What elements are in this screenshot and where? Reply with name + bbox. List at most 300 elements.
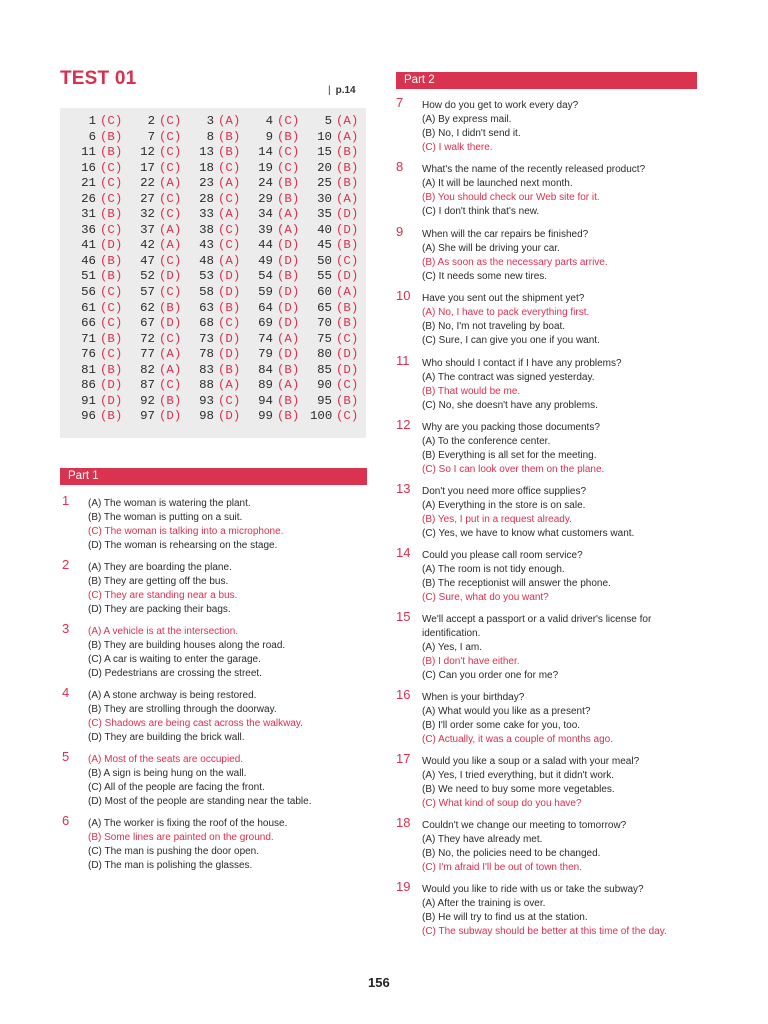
answer-key-answer: (B) (159, 300, 182, 315)
question-number: 10 (396, 288, 411, 303)
answer-key-row (74, 363, 369, 379)
answer-key-number: 51 (81, 269, 96, 284)
answer-key-row (74, 238, 369, 254)
answer-key-number: 52 (140, 269, 155, 284)
answer-key-answer: (C) (159, 253, 182, 268)
answer-key-item (192, 347, 251, 363)
answer-key-number: 75 (317, 331, 332, 346)
answer-key-answer: (B) (277, 269, 300, 284)
question-line: Have you sent out the shipment yet? (422, 293, 585, 304)
answer-key-answer: (B) (100, 409, 123, 424)
question-text (422, 421, 604, 477)
answer-key-item (192, 145, 251, 161)
answer-key-number: 18 (199, 160, 214, 175)
part2-title: Part 2 (404, 74, 435, 86)
answer-key-number: 31 (81, 207, 96, 222)
page-ref-label: p.14 (335, 85, 356, 96)
answer-key-number: 23 (199, 176, 214, 191)
answer-key-answer: (C) (100, 316, 123, 331)
answer-key-number: 73 (199, 331, 214, 346)
question-line: (A) They have already met. (422, 834, 543, 845)
question-line: (A) She will be driving your car. (422, 243, 560, 254)
answer-key-item (310, 285, 369, 301)
answer-key-item (251, 223, 310, 239)
answer-key-item (133, 114, 192, 130)
answer-key-row (74, 145, 369, 161)
question-text (88, 753, 311, 809)
answer-key-answer: (D) (218, 409, 241, 424)
answer-key-answer: (B) (218, 300, 241, 315)
answer-key-number: 40 (317, 222, 332, 237)
answer-key-number: 20 (317, 160, 332, 175)
answer-key-number: 42 (140, 238, 155, 253)
answer-key-number: 62 (140, 300, 155, 315)
answer-key-row (74, 301, 369, 317)
answer-key-answer: (A) (218, 378, 241, 393)
answer-key-item (133, 145, 192, 161)
answer-key-item (133, 176, 192, 192)
answer-key-number: 86 (81, 378, 96, 393)
answer-key-answer: (C) (159, 378, 182, 393)
answer-key-number: 94 (258, 393, 273, 408)
question-number: 17 (396, 751, 411, 766)
question-line: When is your birthday? (422, 692, 525, 703)
correct-answer: (B) Yes, I put in a request already. (422, 514, 572, 525)
answer-key-number: 17 (140, 160, 155, 175)
answer-key-answer: (D) (277, 316, 300, 331)
answer-key-answer: (B) (277, 409, 300, 424)
answer-key-item (133, 394, 192, 410)
answer-key-answer: (C) (159, 191, 182, 206)
answer-key-answer: (A) (218, 207, 241, 222)
answer-key-item (192, 285, 251, 301)
answer-key-item (310, 192, 369, 208)
question-line: (A) The contract was signed yesterday. (422, 372, 595, 383)
correct-answer: (A) Most of the seats are occupied. (88, 754, 244, 765)
question-line: (B) They are strolling through the doorway. (88, 704, 277, 715)
answer-key-row (74, 254, 369, 270)
answer-key-row (74, 223, 369, 239)
answer-key-row (74, 285, 369, 301)
answer-key-answer: (D) (336, 222, 359, 237)
answer-key-number: 6 (88, 129, 96, 144)
answer-key-item (133, 332, 192, 348)
answer-key-number: 91 (81, 393, 96, 408)
correct-answer: (B) As soon as the necessary parts arrive. (422, 257, 608, 268)
question-number: 13 (396, 481, 411, 496)
question-text (422, 485, 634, 541)
answer-key-answer: (B) (277, 191, 300, 206)
question-line: Could you please call room service? (422, 550, 583, 561)
answer-key-row (74, 207, 369, 223)
answer-key-item (74, 223, 133, 239)
answer-key-number: 39 (258, 222, 273, 237)
question-line: (B) He will try to find us at the station. (422, 912, 588, 923)
question-line: We'll accept a passport or a valid driver's license for (422, 614, 652, 625)
answer-key-number: 1 (88, 114, 96, 128)
answer-key-answer: (C) (218, 393, 241, 408)
answer-key-item (251, 207, 310, 223)
question-line: (A) They are boarding the plane. (88, 562, 232, 573)
question-number: 1 (62, 493, 70, 508)
answer-key-number: 15 (317, 145, 332, 160)
question-line: (D) They are packing their bags. (88, 604, 231, 615)
answer-key-row (74, 114, 369, 130)
question-text (88, 497, 283, 553)
answer-key-answer: (A) (277, 222, 300, 237)
answer-key-item (74, 363, 133, 379)
answer-key-number: 80 (317, 347, 332, 362)
answer-key-number: 81 (81, 362, 96, 377)
answer-key-item (133, 130, 192, 146)
answer-key-number: 3 (206, 114, 214, 128)
answer-key-answer: (C) (218, 222, 241, 237)
question-number: 7 (396, 95, 404, 110)
answer-key-answer: (B) (336, 393, 359, 408)
question-line: Would you like a soup or a salad with your meal? (422, 756, 640, 767)
answer-key-number: 11 (81, 145, 96, 160)
answer-key-number: 72 (140, 331, 155, 346)
answer-key-item (251, 254, 310, 270)
answer-key-answer: (B) (159, 393, 182, 408)
answer-key-item (310, 301, 369, 317)
answer-key-answer: (B) (277, 362, 300, 377)
answer-key-item (74, 378, 133, 394)
answer-key-number: 64 (258, 300, 273, 315)
question-line: identification. (422, 628, 481, 639)
question-line: (B) A sign is being hung on the wall. (88, 768, 247, 779)
question-line: (B) We need to buy some more vegetables. (422, 784, 615, 795)
question-line: (D) They are building the brick wall. (88, 732, 245, 743)
answer-key-item (192, 192, 251, 208)
answer-key-number: 96 (81, 409, 96, 424)
answer-key-item (74, 332, 133, 348)
answer-key-answer: (D) (336, 362, 359, 377)
answer-key-answer: (D) (218, 347, 241, 362)
question-text (88, 561, 237, 617)
answer-key-answer: (A) (336, 285, 359, 300)
question-text (422, 99, 578, 155)
answer-key-item (74, 238, 133, 254)
answer-key-answer: (C) (159, 285, 182, 300)
answer-key-item (192, 269, 251, 285)
question-line: (B) They are getting off the bus. (88, 576, 229, 587)
answer-key-answer: (C) (277, 145, 300, 160)
answer-key-row (74, 409, 369, 425)
answer-key-answer: (A) (218, 176, 241, 191)
answer-key-answer: (D) (159, 269, 182, 284)
answer-key-answer: (D) (277, 253, 300, 268)
answer-key-answer: (B) (336, 316, 359, 331)
answer-key-answer: (C) (218, 191, 241, 206)
test-title: TEST 01 (60, 68, 137, 89)
answer-key-answer: (A) (159, 347, 182, 362)
answer-key-answer: (D) (100, 378, 123, 393)
answer-key-item (74, 269, 133, 285)
answer-key-number: 88 (199, 378, 214, 393)
answer-key-answer: (C) (277, 114, 300, 128)
question-line: (C) Yes, we have to know what customers want. (422, 528, 635, 539)
answer-key-item (133, 409, 192, 425)
question-line: (B) The receptionist will answer the phone. (422, 578, 611, 589)
answer-key-item (192, 378, 251, 394)
answer-key-answer: (C) (159, 160, 182, 175)
answer-key-item (251, 394, 310, 410)
answer-key-item (74, 176, 133, 192)
question-line: (C) Can you order one for me? (422, 670, 559, 681)
answer-key-answer: (A) (159, 176, 182, 191)
answer-key-number: 26 (81, 191, 96, 206)
answer-key-answer: (A) (336, 129, 359, 144)
question-line: (B) No, I didn't send it. (422, 128, 521, 139)
question-text (422, 755, 639, 811)
answer-key-row (74, 394, 369, 410)
answer-key-answer: (C) (218, 316, 241, 331)
question-line: (A) What would you like as a present? (422, 706, 591, 717)
answer-key-answer: (C) (100, 347, 123, 362)
answer-key-number: 27 (140, 191, 155, 206)
answer-key-answer: (A) (159, 222, 182, 237)
answer-key-item (74, 254, 133, 270)
answer-key-number: 53 (199, 269, 214, 284)
answer-key-number: 29 (258, 191, 273, 206)
question-line: Couldn't we change our meeting to tomorrow? (422, 820, 627, 831)
question-line: (B) I'll order some cake for you, too. (422, 720, 581, 731)
page-reference (328, 85, 356, 96)
answer-key-number: 69 (258, 316, 273, 331)
answer-key-item (192, 332, 251, 348)
answer-key-answer: (D) (218, 285, 241, 300)
answer-key-number: 84 (258, 362, 273, 377)
answer-key-answer: (B) (277, 176, 300, 191)
question-number: 3 (62, 621, 70, 636)
answer-key-item (251, 114, 310, 130)
answer-key-number: 43 (199, 238, 214, 253)
answer-key-item (74, 207, 133, 223)
question-number: 6 (62, 813, 70, 828)
answer-key-number: 63 (199, 300, 214, 315)
answer-key-number: 48 (199, 253, 214, 268)
question-line: (A) By express mail. (422, 114, 512, 125)
answer-key-answer: (D) (100, 393, 123, 408)
answer-key-answer: (A) (277, 378, 300, 393)
answer-key-number: 2 (147, 114, 155, 128)
question-text (88, 625, 285, 681)
answer-key-item (133, 207, 192, 223)
answer-key-answer: (B) (100, 145, 123, 160)
question-line: (B) No, I'm not traveling by boat. (422, 321, 566, 332)
question-line: When will the car repairs be finished? (422, 229, 589, 240)
answer-key-number: 57 (140, 285, 155, 300)
question-text (422, 292, 600, 348)
answer-key-item (133, 269, 192, 285)
answer-key-row (74, 176, 369, 192)
question-text (422, 163, 645, 219)
question-number: 5 (62, 749, 70, 764)
correct-answer: (B) That would be me. (422, 386, 521, 397)
correct-answer: (C) Actually, it was a couple of months ago. (422, 734, 614, 745)
answer-key-number: 41 (81, 238, 96, 253)
answer-key-answer: (A) (336, 114, 359, 128)
answer-key-item (251, 192, 310, 208)
question-number: 15 (396, 609, 411, 624)
answer-key-number: 65 (317, 300, 332, 315)
answer-key-number: 12 (140, 145, 155, 160)
answer-key-item (251, 363, 310, 379)
answer-key-answer: (D) (336, 269, 359, 284)
answer-key-answer: (C) (100, 191, 123, 206)
answer-key-answer: (A) (218, 253, 241, 268)
answer-key-number: 22 (140, 176, 155, 191)
answer-key-number: 83 (199, 362, 214, 377)
answer-key-item (251, 332, 310, 348)
correct-answer: (B) You should check our Web site for it. (422, 192, 600, 203)
answer-key-answer: (A) (218, 114, 241, 128)
question-text (422, 549, 611, 605)
answer-key-answer: (C) (336, 253, 359, 268)
answer-key-answer: (C) (277, 160, 300, 175)
answer-key-item (133, 301, 192, 317)
answer-key-item (251, 176, 310, 192)
answer-key-answer: (C) (100, 160, 123, 175)
question-line: (C) The man is pushing the door open. (88, 846, 260, 857)
answer-key-item (192, 114, 251, 130)
answer-key-grid (74, 114, 369, 425)
answer-key-number: 30 (317, 191, 332, 206)
correct-answer: (B) I don't have either. (422, 656, 520, 667)
answer-key-item (74, 301, 133, 317)
answer-key-number: 34 (258, 207, 273, 222)
question-line: (A) Yes, I am. (422, 642, 483, 653)
answer-key-number: 54 (258, 269, 273, 284)
answer-key-answer: (B) (100, 129, 123, 144)
question-number: 16 (396, 687, 411, 702)
answer-key-item (192, 254, 251, 270)
answer-key-number: 47 (140, 253, 155, 268)
answer-key-item (133, 347, 192, 363)
answer-key-item (192, 223, 251, 239)
answer-key-row (74, 316, 369, 332)
question-line: (B) No, the policies need to be changed. (422, 848, 601, 859)
answer-key-answer: (B) (218, 362, 241, 377)
answer-key-item (251, 409, 310, 425)
answer-key-number: 21 (81, 176, 96, 191)
question-line: Don't you need more office supplies? (422, 486, 587, 497)
answer-key-item (310, 269, 369, 285)
answer-key-number: 92 (140, 393, 155, 408)
answer-key-number: 19 (258, 160, 273, 175)
answer-key-number: 49 (258, 253, 273, 268)
correct-answer: (B) Some lines are painted on the ground. (88, 832, 274, 843)
question-number: 12 (396, 417, 411, 432)
answer-key-number: 82 (140, 362, 155, 377)
answer-key-answer: (A) (336, 191, 359, 206)
answer-key-item (133, 363, 192, 379)
answer-key-number: 61 (81, 300, 96, 315)
answer-key-answer: (C) (218, 160, 241, 175)
question-line: (A) The worker is fixing the roof of the house. (88, 818, 288, 829)
page-number: 156 (368, 975, 390, 990)
answer-key-answer: (B) (336, 160, 359, 175)
answer-key-number: 46 (81, 253, 96, 268)
question-line: (A) The woman is watering the plant. (88, 498, 251, 509)
answer-key-row (74, 332, 369, 348)
answer-key-item (74, 409, 133, 425)
question-line: (C) It needs some new tires. (422, 271, 548, 282)
question-number: 18 (396, 815, 411, 830)
answer-key-answer: (C) (336, 378, 359, 393)
answer-key-item (251, 301, 310, 317)
answer-key-item (310, 316, 369, 332)
question-text (422, 357, 622, 413)
answer-key-item (133, 285, 192, 301)
answer-key-answer: (A) (277, 331, 300, 346)
answer-key-item (310, 161, 369, 177)
answer-key-number: 38 (199, 222, 214, 237)
answer-key-answer: (A) (277, 207, 300, 222)
answer-key-item (310, 363, 369, 379)
question-number: 19 (396, 879, 411, 894)
answer-key-number: 33 (199, 207, 214, 222)
answer-key-answer: (B) (277, 393, 300, 408)
answer-key-item (310, 114, 369, 130)
answer-key-number: 58 (199, 285, 214, 300)
answer-key-answer: (C) (159, 114, 182, 128)
answer-key-item (310, 394, 369, 410)
question-line: (B) They are building houses along the road. (88, 640, 286, 651)
answer-key-item (310, 378, 369, 394)
answer-key-number: 100 (310, 409, 333, 424)
answer-key-number: 87 (140, 378, 155, 393)
question-number: 9 (396, 224, 404, 239)
answer-key-item (74, 285, 133, 301)
question-number: 4 (62, 685, 70, 700)
answer-key-item (133, 254, 192, 270)
answer-key-answer: (B) (277, 129, 300, 144)
answer-key-number: 95 (317, 393, 332, 408)
answer-key-answer: (B) (336, 145, 359, 160)
answer-key-number: 98 (199, 409, 214, 424)
answer-key-answer: (B) (218, 129, 241, 144)
question-line: (C) Sure, I can give you one if you want. (422, 335, 600, 346)
answer-key-item (310, 130, 369, 146)
answer-key-row (74, 130, 369, 146)
answer-key-number: 50 (317, 253, 332, 268)
answer-key-answer: (B) (336, 300, 359, 315)
answer-key-item (74, 316, 133, 332)
question-line: (D) Pedestrians are crossing the street. (88, 668, 262, 679)
answer-key-item (192, 363, 251, 379)
answer-key-number: 45 (317, 238, 332, 253)
question-line: (D) Most of the people are standing near the table. (88, 796, 312, 807)
answer-key-number: 99 (258, 409, 273, 424)
answer-key-number: 55 (317, 269, 332, 284)
answer-key-item (310, 207, 369, 223)
answer-key-item (310, 409, 369, 425)
correct-answer: (C) I'm afraid I'll be out of town then. (422, 862, 582, 873)
answer-key-item (192, 238, 251, 254)
correct-answer: (C) I walk there. (422, 142, 493, 153)
question-number: 11 (396, 353, 410, 368)
question-line: (C) A car is waiting to enter the garage. (88, 654, 261, 665)
answer-key-answer: (C) (218, 238, 241, 253)
answer-key-number: 44 (258, 238, 273, 253)
answer-key-answer: (A) (159, 362, 182, 377)
answer-key-item (74, 114, 133, 130)
answer-key-item (251, 238, 310, 254)
question-line: (C) I don't think that's new. (422, 206, 540, 217)
answer-key-answer: (B) (100, 362, 123, 377)
